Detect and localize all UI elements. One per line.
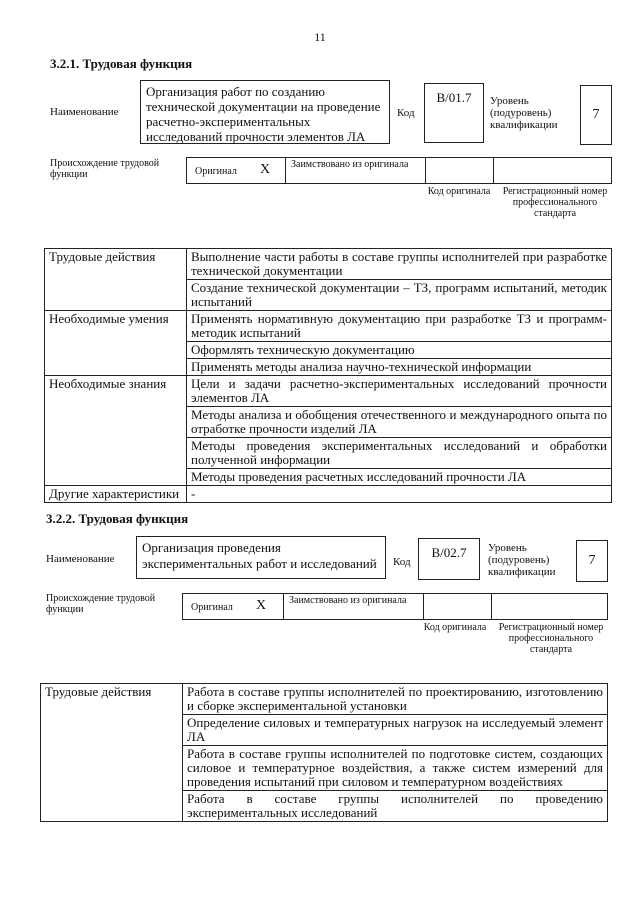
- original-label: Оригинал: [195, 166, 237, 177]
- function-name-box: Организация работ по созданию технической документации на проведение расчетно-экспериментальных исследований прочности элементов ЛА: [140, 80, 390, 144]
- row-label: Необходимые знания: [45, 376, 187, 486]
- table-row: [41, 684, 608, 715]
- original-mark: X: [256, 598, 267, 613]
- table-cell: Методы анализа и обобщения отечественного и международного опыта по отработке прочности изделий ЛА: [187, 407, 612, 438]
- section-title: 3.2.2. Трудовая функция: [46, 511, 189, 526]
- table-cell: Работа в составе группы исполнителей по подготовке систем, создающих силовое и температурное воздействия, а также систем измерений для проведения испытаний при силовом и температурном воздействиях: [183, 746, 608, 791]
- table-cell: Цели и задачи расчетно-экспериментальных исследований прочности элементов ЛА: [187, 376, 612, 407]
- code-label: Код: [397, 107, 415, 119]
- origin-code-caption: Код оригинала: [423, 622, 487, 633]
- borrowed-label: Заимствовано из оригинала: [291, 159, 409, 170]
- original-label: Оригинал: [191, 602, 233, 613]
- divider: [493, 158, 494, 183]
- table-cell: Определение силовых и температурных нагрузок на исследуемый элемент ЛА: [183, 715, 608, 746]
- table-cell: Оформлять техническую документацию: [187, 342, 612, 359]
- name-label: Наименование: [50, 106, 119, 118]
- row-label: Другие характеристики: [45, 486, 187, 503]
- code-value-box: В/01.7: [424, 83, 484, 143]
- table-cell: Применять методы анализа научно-технической информации: [187, 359, 612, 376]
- table-cell: Выполнение части работы в составе группы исполнителей при разработке технической документации: [187, 249, 612, 280]
- divider: [285, 158, 286, 183]
- original-mark: X: [260, 162, 271, 177]
- row-label: Необходимые умения: [45, 311, 187, 376]
- level-label: Уровень (подуровень) квалификации: [488, 542, 556, 578]
- divider: [423, 594, 424, 619]
- row-label: Трудовые действия: [45, 249, 187, 311]
- function-details-table: [44, 248, 612, 503]
- reg-number-caption: Регистрационный номер профессионального стандарта: [502, 186, 608, 219]
- reg-number-caption: Регистрационный номер профессионального стандарта: [498, 622, 604, 655]
- origin-code-caption: Код оригинала: [427, 186, 491, 197]
- borrowed-label: Заимствовано из оригинала: [289, 595, 407, 606]
- origin-table: [182, 593, 608, 620]
- table-cell: Методы проведения расчетных исследований прочности ЛА: [187, 469, 612, 486]
- row-label: Трудовые действия: [41, 684, 183, 822]
- table-cell: Применять нормативную документацию при разработке ТЗ и программ-методик испытаний: [187, 311, 612, 342]
- table-row: [45, 249, 612, 280]
- divider: [283, 594, 284, 619]
- level-value-box: 7: [576, 540, 608, 582]
- table-cell: Работа в составе группы исполнителей по проведению экспериментальных исследований: [183, 791, 608, 822]
- function-details-table: [40, 683, 608, 822]
- table-row: [45, 311, 612, 342]
- table-cell: Создание технической документации – ТЗ, программ испытаний, методик испытаний: [187, 280, 612, 311]
- section-title: 3.2.1. Трудовая функция: [50, 56, 193, 71]
- level-value-box: 7: [580, 85, 612, 145]
- divider: [491, 594, 492, 619]
- code-label: Код: [393, 556, 411, 568]
- table-row: [45, 376, 612, 407]
- table-cell: Методы проведения экспериментальных исследований и обработки полученной информации: [187, 438, 612, 469]
- origin-label: Происхождение трудовой функции: [46, 593, 156, 615]
- page-number: 11: [314, 30, 326, 44]
- origin-table: [186, 157, 612, 184]
- origin-label: Происхождение трудовой функции: [50, 158, 160, 180]
- divider: [425, 158, 426, 183]
- function-name-box: Организация проведения экспериментальных работ и исследований: [136, 536, 386, 579]
- table-row: [45, 486, 612, 503]
- table-cell: -: [187, 486, 612, 503]
- table-cell: Работа в составе группы исполнителей по проектированию, изготовлению и сборке экспериментальной установки: [183, 684, 608, 715]
- level-label: Уровень (подуровень) квалификации: [490, 95, 558, 131]
- code-value-box: В/02.7: [418, 538, 480, 580]
- name-label: Наименование: [46, 553, 115, 565]
